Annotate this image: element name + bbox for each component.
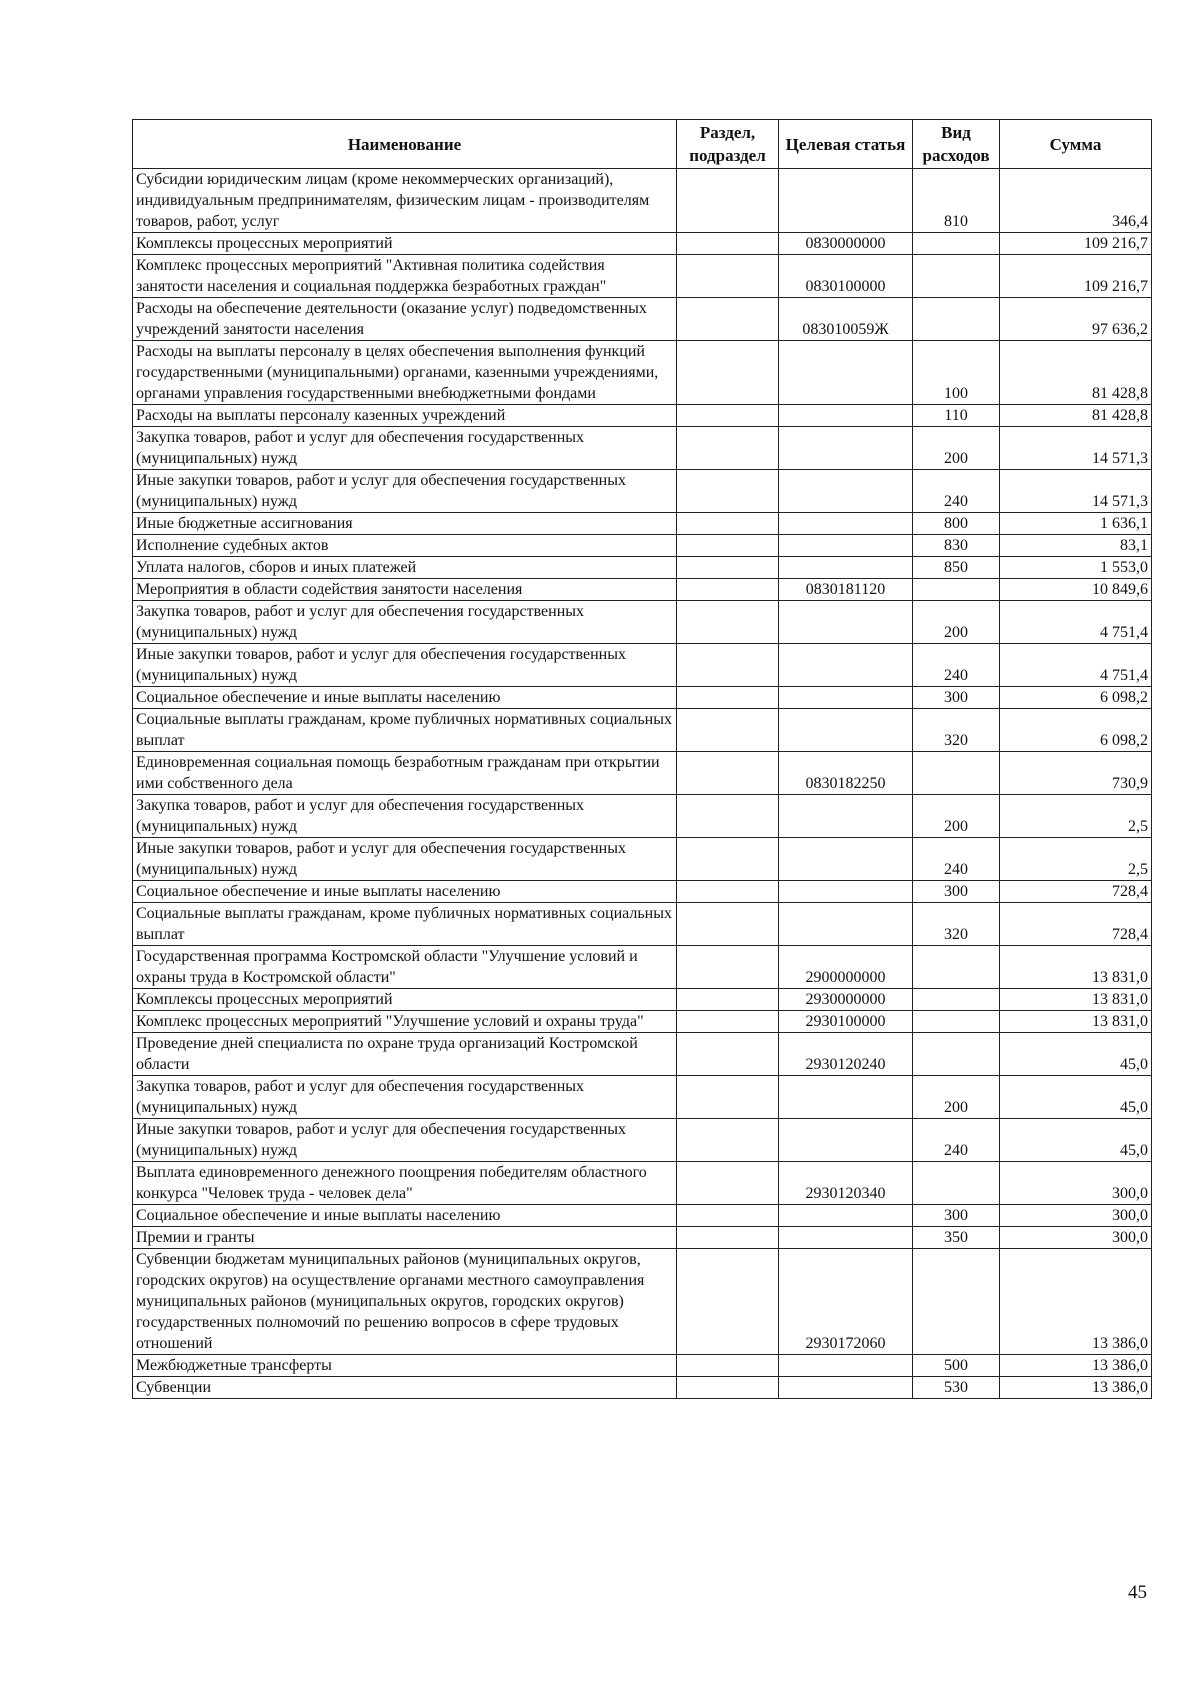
cell-sum: 1 636,1 xyxy=(1000,513,1152,535)
cell-name: Социальное обеспечение и иные выплаты населению xyxy=(133,1205,677,1227)
table-row xyxy=(133,535,1152,557)
cell-sum: 10 849,6 xyxy=(1000,579,1152,601)
cell-section xyxy=(677,644,779,687)
table-row xyxy=(133,255,1152,298)
cell-name: Социальные выплаты гражданам, кроме публичных нормативных социальных выплат xyxy=(133,903,677,946)
cell-target xyxy=(779,513,913,535)
cell-sum: 13 386,0 xyxy=(1000,1249,1152,1355)
cell-target xyxy=(779,341,913,405)
cell-name: Комплексы процессных мероприятий xyxy=(133,233,677,255)
cell-name: Уплата налогов, сборов и иных платежей xyxy=(133,557,677,579)
cell-target: 2930120240 xyxy=(779,1033,913,1076)
cell-kind: 810 xyxy=(913,169,1000,233)
cell-name: Расходы на выплаты персоналу казенных учреждений xyxy=(133,405,677,427)
cell-sum: 45,0 xyxy=(1000,1076,1152,1119)
cell-section xyxy=(677,1355,779,1377)
cell-target xyxy=(779,601,913,644)
cell-name: Закупка товаров, работ и услуг для обеспечения государственных (муниципальных) нужд xyxy=(133,795,677,838)
cell-section xyxy=(677,709,779,752)
cell-section xyxy=(677,795,779,838)
cell-target: 2930172060 xyxy=(779,1249,913,1355)
cell-target xyxy=(779,1205,913,1227)
cell-section xyxy=(677,946,779,989)
cell-kind xyxy=(913,1249,1000,1355)
cell-kind: 240 xyxy=(913,470,1000,513)
cell-section xyxy=(677,881,779,903)
cell-kind: 200 xyxy=(913,795,1000,838)
cell-kind: 300 xyxy=(913,881,1000,903)
cell-target: 0830000000 xyxy=(779,233,913,255)
cell-target xyxy=(779,169,913,233)
cell-name: Социальное обеспечение и иные выплаты населению xyxy=(133,881,677,903)
cell-target xyxy=(779,1377,913,1399)
cell-name: Расходы на выплаты персоналу в целях обеспечения выполнения функций государственными (муниципальными) органами, казенными учреждениями, органами управления государственными внебюджетными фондами xyxy=(133,341,677,405)
cell-target xyxy=(779,427,913,470)
cell-sum: 4 751,4 xyxy=(1000,601,1152,644)
cell-kind: 350 xyxy=(913,1227,1000,1249)
cell-section xyxy=(677,470,779,513)
cell-target xyxy=(779,1076,913,1119)
cell-name: Исполнение судебных актов xyxy=(133,535,677,557)
cell-section xyxy=(677,1162,779,1205)
cell-target: 0830181120 xyxy=(779,579,913,601)
cell-kind xyxy=(913,233,1000,255)
cell-section xyxy=(677,1076,779,1119)
cell-name: Единовременная социальная помощь безработным гражданам при открытии ими собственного дела xyxy=(133,752,677,795)
cell-section xyxy=(677,233,779,255)
table-row xyxy=(133,341,1152,405)
header-section: Раздел, подраздел xyxy=(677,120,779,169)
cell-target: 2900000000 xyxy=(779,946,913,989)
cell-name: Расходы на обеспечение деятельности (оказание услуг) подведомственных учреждений занятости населения xyxy=(133,298,677,341)
cell-sum: 1 553,0 xyxy=(1000,557,1152,579)
cell-section xyxy=(677,298,779,341)
cell-sum: 14 571,3 xyxy=(1000,427,1152,470)
cell-kind xyxy=(913,1033,1000,1076)
table-row xyxy=(133,838,1152,881)
table-row xyxy=(133,601,1152,644)
cell-target xyxy=(779,405,913,427)
cell-kind: 850 xyxy=(913,557,1000,579)
cell-name: Премии и гранты xyxy=(133,1227,677,1249)
table-row xyxy=(133,946,1152,989)
cell-target xyxy=(779,1119,913,1162)
cell-section xyxy=(677,687,779,709)
table-row xyxy=(133,1377,1152,1399)
table-row xyxy=(133,1076,1152,1119)
cell-kind: 100 xyxy=(913,341,1000,405)
cell-sum: 6 098,2 xyxy=(1000,687,1152,709)
cell-kind: 530 xyxy=(913,1377,1000,1399)
table-row xyxy=(133,169,1152,233)
page-number: 45 xyxy=(1128,1582,1147,1603)
cell-name: Субсидии юридическим лицам (кроме некоммерческих организаций), индивидуальным предпринимателям, физическим лицам - производителям товаров, работ, услуг xyxy=(133,169,677,233)
cell-target xyxy=(779,557,913,579)
cell-name: Субвенции xyxy=(133,1377,677,1399)
cell-kind: 240 xyxy=(913,838,1000,881)
cell-kind xyxy=(913,255,1000,298)
cell-target: 083010059Ж xyxy=(779,298,913,341)
cell-target: 2930120340 xyxy=(779,1162,913,1205)
table-header-row xyxy=(133,120,1152,169)
table-row xyxy=(133,1162,1152,1205)
cell-target xyxy=(779,470,913,513)
cell-sum: 109 216,7 xyxy=(1000,233,1152,255)
cell-kind xyxy=(913,946,1000,989)
cell-section xyxy=(677,903,779,946)
cell-name: Социальные выплаты гражданам, кроме публичных нормативных социальных выплат xyxy=(133,709,677,752)
table-row xyxy=(133,1033,1152,1076)
cell-sum: 346,4 xyxy=(1000,169,1152,233)
cell-name: Закупка товаров, работ и услуг для обеспечения государственных (муниципальных) нужд xyxy=(133,1076,677,1119)
cell-kind: 500 xyxy=(913,1355,1000,1377)
header-target: Целевая статья xyxy=(779,120,913,169)
table-row xyxy=(133,233,1152,255)
cell-kind: 320 xyxy=(913,709,1000,752)
cell-name: Субвенции бюджетам муниципальных районов (муниципальных округов, городских округов) на осуществление органами местного самоуправления муниципальных районов (муниципальных округов, городских округов) государственных полномочий по решению вопросов в сфере трудовых отношений xyxy=(133,1249,677,1355)
cell-kind: 200 xyxy=(913,427,1000,470)
cell-name: Выплата единовременного денежного поощрения победителям областного конкурса "Человек труда - человек дела" xyxy=(133,1162,677,1205)
table-row xyxy=(133,427,1152,470)
cell-name: Проведение дней специалиста по охране труда организаций Костромской области xyxy=(133,1033,677,1076)
cell-name: Иные закупки товаров, работ и услуг для обеспечения государственных (муниципальных) нужд xyxy=(133,1119,677,1162)
cell-sum: 6 098,2 xyxy=(1000,709,1152,752)
cell-sum: 45,0 xyxy=(1000,1119,1152,1162)
cell-sum: 13 831,0 xyxy=(1000,1011,1152,1033)
budget-table xyxy=(132,119,1152,1399)
cell-sum: 300,0 xyxy=(1000,1205,1152,1227)
cell-target xyxy=(779,709,913,752)
cell-sum: 97 636,2 xyxy=(1000,298,1152,341)
cell-section xyxy=(677,838,779,881)
table-row xyxy=(133,1205,1152,1227)
table-row xyxy=(133,1227,1152,1249)
cell-name: Мероприятия в области содействия занятости населения xyxy=(133,579,677,601)
table-row xyxy=(133,1355,1152,1377)
cell-section xyxy=(677,752,779,795)
cell-kind xyxy=(913,1162,1000,1205)
cell-section xyxy=(677,255,779,298)
cell-target xyxy=(779,1227,913,1249)
cell-sum: 2,5 xyxy=(1000,838,1152,881)
table-row xyxy=(133,1011,1152,1033)
cell-sum: 13 386,0 xyxy=(1000,1355,1152,1377)
cell-section xyxy=(677,1249,779,1355)
cell-kind: 200 xyxy=(913,1076,1000,1119)
cell-kind: 110 xyxy=(913,405,1000,427)
cell-sum: 4 751,4 xyxy=(1000,644,1152,687)
cell-kind: 800 xyxy=(913,513,1000,535)
cell-sum: 728,4 xyxy=(1000,903,1152,946)
cell-kind: 240 xyxy=(913,1119,1000,1162)
table-row xyxy=(133,709,1152,752)
cell-kind: 830 xyxy=(913,535,1000,557)
table-row xyxy=(133,795,1152,838)
cell-kind: 300 xyxy=(913,1205,1000,1227)
cell-kind: 320 xyxy=(913,903,1000,946)
cell-kind xyxy=(913,579,1000,601)
cell-target xyxy=(779,687,913,709)
cell-name: Иные закупки товаров, работ и услуг для обеспечения государственных (муниципальных) нужд xyxy=(133,838,677,881)
cell-target: 0830182250 xyxy=(779,752,913,795)
table-row xyxy=(133,644,1152,687)
cell-sum: 14 571,3 xyxy=(1000,470,1152,513)
cell-kind: 240 xyxy=(913,644,1000,687)
cell-name: Иные бюджетные ассигнования xyxy=(133,513,677,535)
table-row xyxy=(133,557,1152,579)
table-row xyxy=(133,298,1152,341)
cell-sum: 2,5 xyxy=(1000,795,1152,838)
cell-kind xyxy=(913,752,1000,795)
cell-sum: 13 386,0 xyxy=(1000,1377,1152,1399)
cell-sum: 300,0 xyxy=(1000,1162,1152,1205)
cell-sum: 83,1 xyxy=(1000,535,1152,557)
cell-name: Государственная программа Костромской области "Улучшение условий и охраны труда в Костромской области" xyxy=(133,946,677,989)
cell-section xyxy=(677,1033,779,1076)
cell-kind xyxy=(913,298,1000,341)
cell-section xyxy=(677,989,779,1011)
cell-target: 0830100000 xyxy=(779,255,913,298)
cell-section xyxy=(677,579,779,601)
cell-section xyxy=(677,1377,779,1399)
cell-sum: 300,0 xyxy=(1000,1227,1152,1249)
table-row xyxy=(133,513,1152,535)
cell-name: Комплекс процессных мероприятий "Улучшение условий и охраны труда" xyxy=(133,1011,677,1033)
cell-name: Иные закупки товаров, работ и услуг для обеспечения государственных (муниципальных) нужд xyxy=(133,644,677,687)
cell-name: Межбюджетные трансферты xyxy=(133,1355,677,1377)
cell-name: Иные закупки товаров, работ и услуг для обеспечения государственных (муниципальных) нужд xyxy=(133,470,677,513)
cell-name: Закупка товаров, работ и услуг для обеспечения государственных (муниципальных) нужд xyxy=(133,427,677,470)
cell-section xyxy=(677,405,779,427)
cell-name: Комплекс процессных мероприятий "Активная политика содействия занятости населения и социальная поддержка безработных граждан" xyxy=(133,255,677,298)
cell-target xyxy=(779,903,913,946)
table-row xyxy=(133,405,1152,427)
cell-name: Социальное обеспечение и иные выплаты населению xyxy=(133,687,677,709)
cell-sum: 13 831,0 xyxy=(1000,989,1152,1011)
cell-section xyxy=(677,169,779,233)
cell-sum: 730,9 xyxy=(1000,752,1152,795)
table-row xyxy=(133,579,1152,601)
cell-target xyxy=(779,795,913,838)
cell-section xyxy=(677,1011,779,1033)
cell-kind xyxy=(913,1011,1000,1033)
cell-target xyxy=(779,881,913,903)
header-sum: Сумма xyxy=(1000,120,1152,169)
cell-target xyxy=(779,535,913,557)
cell-target xyxy=(779,644,913,687)
cell-section xyxy=(677,1205,779,1227)
cell-sum: 81 428,8 xyxy=(1000,405,1152,427)
cell-kind: 200 xyxy=(913,601,1000,644)
cell-sum: 109 216,7 xyxy=(1000,255,1152,298)
table-row xyxy=(133,470,1152,513)
cell-target xyxy=(779,1355,913,1377)
table-row xyxy=(133,752,1152,795)
cell-section xyxy=(677,1227,779,1249)
cell-section xyxy=(677,427,779,470)
cell-section xyxy=(677,601,779,644)
cell-kind: 300 xyxy=(913,687,1000,709)
table-row xyxy=(133,903,1152,946)
cell-target xyxy=(779,838,913,881)
cell-section xyxy=(677,557,779,579)
table-body xyxy=(133,169,1152,1399)
cell-section xyxy=(677,513,779,535)
cell-name: Закупка товаров, работ и услуг для обеспечения государственных (муниципальных) нужд xyxy=(133,601,677,644)
cell-kind xyxy=(913,989,1000,1011)
cell-name: Комплексы процессных мероприятий xyxy=(133,989,677,1011)
cell-section xyxy=(677,1119,779,1162)
table-row xyxy=(133,881,1152,903)
cell-target: 2930100000 xyxy=(779,1011,913,1033)
table-row xyxy=(133,1119,1152,1162)
table-row xyxy=(133,687,1152,709)
cell-sum: 45,0 xyxy=(1000,1033,1152,1076)
header-kind: Вид расходов xyxy=(913,120,1000,169)
cell-target: 2930000000 xyxy=(779,989,913,1011)
cell-section xyxy=(677,535,779,557)
cell-sum: 81 428,8 xyxy=(1000,341,1152,405)
cell-sum: 728,4 xyxy=(1000,881,1152,903)
table-row xyxy=(133,1249,1152,1355)
table-row xyxy=(133,989,1152,1011)
header-name: Наименование xyxy=(133,120,677,169)
cell-sum: 13 831,0 xyxy=(1000,946,1152,989)
cell-section xyxy=(677,341,779,405)
